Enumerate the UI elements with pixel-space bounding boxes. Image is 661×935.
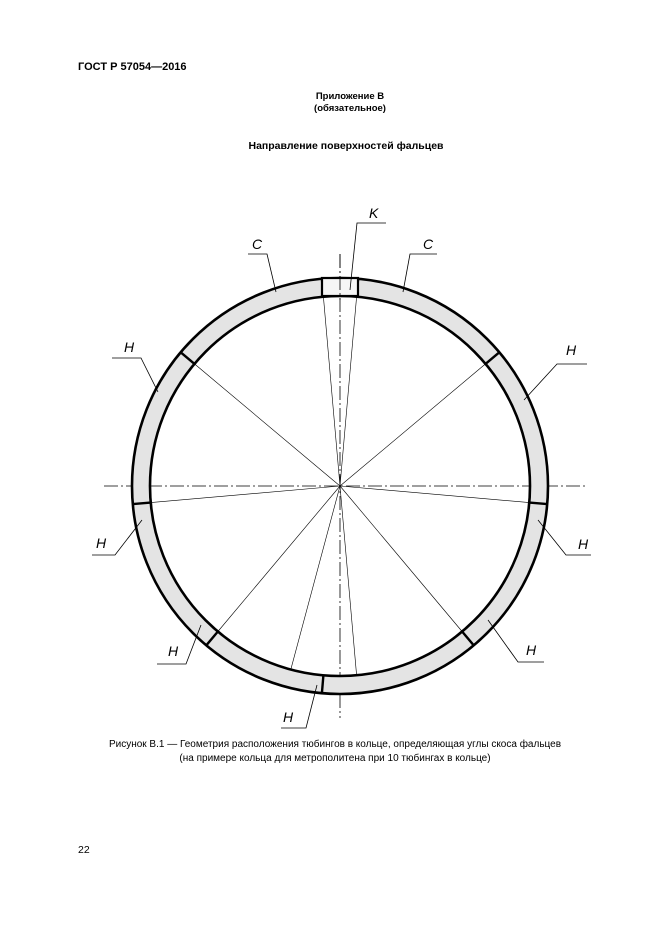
radial-line <box>340 364 486 486</box>
appendix-status: (обязательное) <box>314 103 386 114</box>
radial-line <box>340 297 357 486</box>
section-title: Направление поверхностей фальцев <box>248 140 444 152</box>
radial-line <box>323 297 340 486</box>
label-c-left: C <box>252 236 263 252</box>
leader-h-right-upper <box>524 364 587 400</box>
label-h-left-lower: H <box>168 643 179 659</box>
label-h-left-upper: H <box>124 339 135 355</box>
figure-caption-line-2: (на примере кольца для метрополитена при 10 тюбингах в кольце) <box>179 753 491 764</box>
figure-caption-line-1: Рисунок В.1 — Геометрия расположения тюбингов в кольце, определяющая углы скоса фальцев <box>108 739 562 750</box>
leader-c-right <box>403 254 437 292</box>
radial-line <box>291 486 340 670</box>
label-h-right-lower: H <box>526 642 537 658</box>
label-h-right-upper: H <box>566 342 577 358</box>
radial-line <box>340 486 357 675</box>
appendix-title: Приложение В <box>315 91 385 102</box>
leader-c-left <box>248 254 276 292</box>
label-h-left-middle: H <box>96 535 107 551</box>
leader-lines <box>92 223 591 728</box>
label-k: K <box>369 205 379 221</box>
segment-joint <box>133 503 151 505</box>
label-h-bottom: H <box>283 709 294 725</box>
segment-joint <box>322 675 324 693</box>
radial-line <box>151 486 340 503</box>
segment-joint <box>529 503 547 505</box>
label-h-right-middle: H <box>578 536 589 552</box>
label-c-right: C <box>423 236 434 252</box>
radial-line <box>195 364 341 486</box>
page-number: 22 <box>78 844 90 856</box>
leader-h-left-upper <box>112 358 158 392</box>
radial-line <box>340 486 462 632</box>
radial-line <box>340 486 529 503</box>
radial-line <box>218 486 340 632</box>
document-code: ГОСТ Р 57054—2016 <box>78 61 187 73</box>
